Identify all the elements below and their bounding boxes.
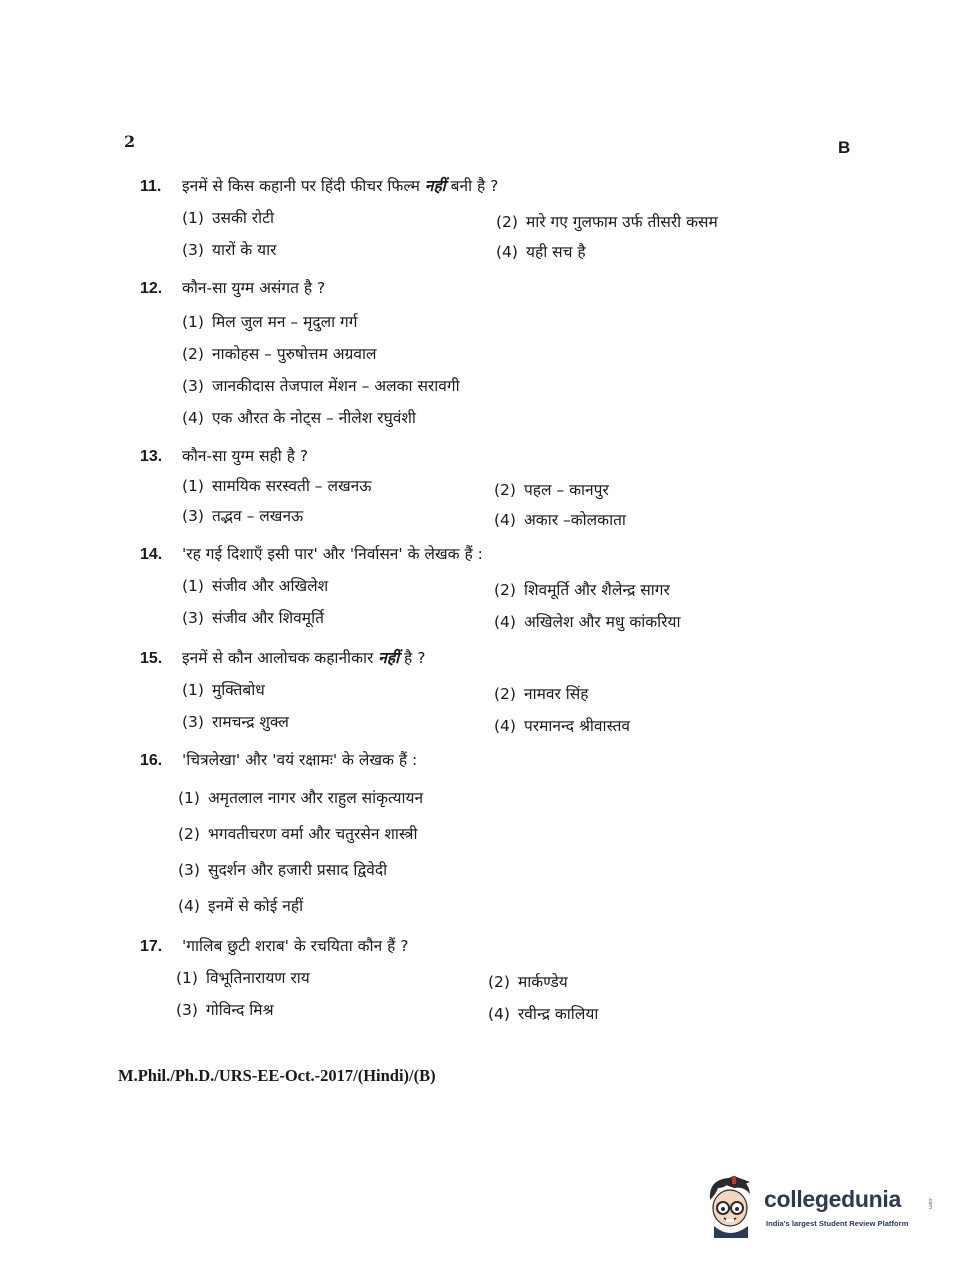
- question-text: 'रह गई दिशाएँ इसी पार' और 'निर्वासन' के लेखक हैं :: [182, 545, 483, 563]
- option-4: (4) यही सच है: [496, 243, 586, 261]
- option-2: (2) मारे गए गुलफाम उर्फ तीसरी कसम: [496, 213, 718, 231]
- option-1: (1) सामयिक सरस्वती – लखनऊ: [182, 477, 372, 495]
- option-2: (2) भगवतीचरण वर्मा और चतुरसेन शास्त्री: [178, 825, 418, 843]
- option-3: (3) गोविन्द मिश्र: [176, 1001, 274, 1019]
- option-4: (4) एक औरत के नोट्स – नीलेश रघुवंशी: [182, 409, 416, 427]
- option-2: (2) मार्कण्डेय: [488, 973, 568, 991]
- question-number: 12.: [140, 280, 163, 297]
- question-text: 'गालिब छुटी शराब' के रचयिता कौन हैं ?: [182, 937, 409, 955]
- question-16: [140, 748, 840, 915]
- collegedunia-logo: [704, 1172, 934, 1242]
- option-4: (4) अकार –कोलकाता: [494, 511, 626, 529]
- option-4: (4) इनमें से कोई नहीं: [178, 897, 304, 915]
- question-text: कौन-सा युग्म असंगत है ?: [182, 279, 326, 297]
- set-code: B: [838, 138, 851, 157]
- question-number: 17.: [140, 938, 163, 955]
- question-number: 11.: [140, 178, 162, 195]
- paper-code: M.Phil./Ph.D./URS-EE-Oct.-2017/(Hindi)/(B): [118, 1066, 436, 1085]
- question-14: [140, 542, 840, 631]
- question-text: कौन-सा युग्म सही है ?: [182, 447, 309, 465]
- question-number: 15.: [140, 650, 163, 667]
- question-11: [140, 174, 840, 261]
- option-4: (4) परमानन्द श्रीवास्तव: [494, 717, 631, 735]
- option-2: (2) पहल – कानपुर: [494, 481, 609, 499]
- question-text: इनमें से किस कहानी पर हिंदी फीचर फिल्म नहीं बनी है ?: [182, 177, 499, 195]
- option-1: (1) विभूतिनारायण राय: [176, 969, 310, 987]
- option-1: (1) मुक्तिबोध: [182, 681, 265, 699]
- option-1: (1) मिल जुल मन – मृदुला गर्ग: [182, 313, 358, 331]
- logo-wordmark: collegedunia: [764, 1186, 901, 1212]
- page-number: 2: [124, 132, 136, 151]
- option-4: (4) रवीन्द्र कालिया: [488, 1005, 599, 1023]
- question-number: 14.: [140, 546, 163, 563]
- question-12: [140, 276, 840, 427]
- logo-domain: .com: [927, 1196, 934, 1210]
- option-3: (3) जानकीदास तेजपाल मेंशन – अलका सरावगी: [182, 377, 460, 395]
- option-1: (1) संजीव और अखिलेश: [182, 577, 329, 595]
- question-text: 'चित्रलेखा' और 'वयं रक्षामः' के लेखक हैं :: [182, 751, 418, 769]
- option-3: (3) तद्भव – लखनऊ: [182, 507, 304, 525]
- option-1: (1) अमृतलाल नागर और राहुल सांकृत्यायन: [178, 789, 424, 807]
- logo-tagline: India's largest Student Review Platform: [766, 1219, 909, 1228]
- option-3: (3) रामचन्द्र शुक्ल: [182, 713, 289, 731]
- question-15: [140, 646, 840, 735]
- question-number: 13.: [140, 448, 163, 465]
- option-3: (3) सुदर्शन और हजारी प्रसाद द्विवेदी: [178, 861, 388, 879]
- option-2: (2) नाकोहस – पुरुषोत्तम अग्रवाल: [182, 345, 377, 363]
- question-17: [140, 934, 840, 1023]
- option-4: (4) अखिलेश और मधु कांकरिया: [494, 613, 681, 631]
- option-2: (2) नामवर सिंह: [494, 685, 589, 703]
- option-3: (3) यारों के यार: [182, 241, 277, 259]
- option-3: (3) संजीव और शिवमूर्ति: [182, 609, 324, 627]
- question-13: [140, 444, 840, 529]
- question-number: 16.: [140, 752, 163, 769]
- question-text: इनमें से कौन आलोचक कहानीकार नहीं है ?: [182, 649, 426, 667]
- student-mascot-icon: [704, 1172, 762, 1240]
- option-2: (2) शिवमूर्ति और शैलेन्द्र सागर: [494, 581, 670, 599]
- option-1: (1) उसकी रोटी: [182, 209, 274, 227]
